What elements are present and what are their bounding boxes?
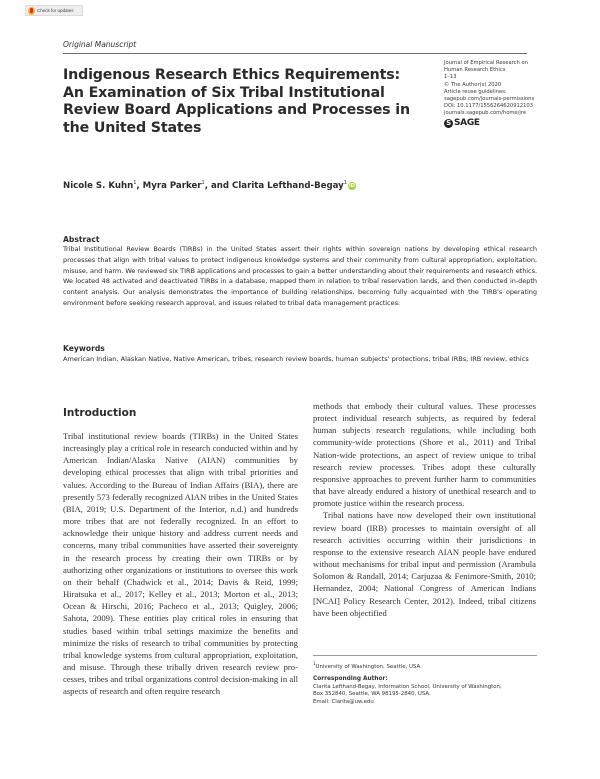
author-name: Clarita Lefthand-Begay xyxy=(232,181,344,191)
journal-metadata xyxy=(444,60,594,128)
affiliation-text: University of Washington, Seattle, USA xyxy=(315,663,421,670)
body-paragraph: Tribal nations have now developed their own institutional review board (IRB) processes to maintain oversight of all research activities occurring within their jurisdictions in response to the extensive research AIAN people have endured without mechanisms for tribal input and permission (Arambula Solomon & Randall, 2014; Carjuzaa & Fenimore-Smith, 2010; Hernandez, 2004; National Congress of American Indians [NCAI] Policy Research Center, 2012). Indeed, tribal citizens have been objectified xyxy=(313,510,536,618)
affiliation-mark: 1 xyxy=(313,661,316,666)
page-range: 1–13 xyxy=(444,74,457,81)
article-title: Indigenous Research Ethics Requirements: An Examination of Six Tribal Institutional Review Board Applications and Processes in the United States xyxy=(63,67,410,136)
footnote-divider xyxy=(313,655,537,656)
affiliation-mark: 1 xyxy=(201,180,205,186)
footnotes xyxy=(313,660,553,706)
corresponding-author-heading: Corresponding Author: xyxy=(313,676,388,683)
journal-name-line2: Human Research Ethics xyxy=(444,67,506,74)
header-divider xyxy=(63,53,527,54)
body-paragraph: Tribal institutional review boards (TIRBs) in the United States increasingly play a critical role in research conducted within and by American Indian/Alaska Native (AIAN) communities by developing ethical processes that align with tribal priorities and values. According to the Bureau of Indian Affairs (BIA), there are presently 573 federally recognized AIAN tribes in the United States (BIA, 2019; U.S. Department of the Interior, n.d.) and hundreds more tribes that are not federally recognized. In an effort to acknowledge their unique history and address current needs and concerns, many tribal communities have asserted their sovereignty in the research process by creating their own TIRBs or by authorizing other organizations or institutions to oversee this work on their behalf (Chadwick et al., 2014; Davis & Reid, 1999; Hiratsuka et al., 2017; Kelley et al., 2013; Morton et al., 2013; Ocean & Hirschi, 2016; Pacheco et al., 2013; Quigley, 2006; Sahota, 2009). These entities play critical roles in ensuring that studies based within tribal settings maximize the benefits and minimize the risks of research to tribal communities by protecting tribal knowledge systems from cultural appropriation, exploitation, and misuse. Through these tribally driven research review processes, tribes and tribal organizations control decision-making in all aspects of research and often require research xyxy=(63,431,298,697)
author-list xyxy=(63,181,356,191)
corresponding-author-line1: Clarita Lefthand-Begay, Information School, University of Washington, xyxy=(313,683,502,690)
sage-logo xyxy=(444,119,594,128)
body-column-right xyxy=(313,400,536,619)
affiliation-mark: 1 xyxy=(133,180,137,186)
reuse-link[interactable]: sagepub.com/journals-permissions xyxy=(444,96,535,103)
check-for-updates-label: Check for updates xyxy=(37,8,74,13)
reuse-label: Article reuse guidelines: xyxy=(444,88,507,95)
introduction-heading: Introduction xyxy=(63,407,137,419)
check-for-updates-button[interactable] xyxy=(25,5,83,16)
affiliation-mark: 1 xyxy=(343,180,347,186)
author-name: Myra Parker xyxy=(142,181,202,191)
orcid-icon[interactable]: iD xyxy=(349,183,355,189)
abstract-heading: Abstract xyxy=(63,235,100,244)
body-paragraph: methods that embody their cultural values. These processes protect individual research subjects, as required by federal human subjects research regulations, while including both community-wide protections (Shore et al., 2011) and Tribal Nation-wide protections, an aspect of review unique to tribal research review processes. Tribes adopt these culturally responsive approaches to prevent further harm to communities that have already endured a history of unethical research and to promote justice within the research process. xyxy=(313,401,536,509)
crossmark-icon xyxy=(28,7,35,15)
body-column-left xyxy=(63,430,298,697)
abstract-text: Tribal Institutional Review Boards (TIRBs) in the United States assert their rights within sovereign nations by developing ethical research processes that align with tribal values to protect indigenous knowledge systems and their community from cultural appropriation, exploitation, misuse, and harm. We reviewed six TIRB applications and processes to gain a better understanding about their requirements and research ethics. We located 48 activated and deactivated TIRBs in a database, mapped them in relation to tribal reservation lands, and then conducted in-depth content analysis. Our analysis demonstrates the importance of building relationships, becoming fully acquainted with the TIRB's operating environment before seeking research approval, and issues related to tribal data management practices. xyxy=(63,245,537,307)
corresponding-email[interactable]: Email: Clarita@uw.edu xyxy=(313,698,374,705)
keywords-heading: Keywords xyxy=(63,344,105,353)
journal-name-line1: Journal of Empirical Research on xyxy=(444,60,528,66)
publisher-name: SAGE xyxy=(454,117,480,128)
doi[interactable]: DOI: 10.1177/1556264620912103 xyxy=(444,103,534,110)
copyright: © The Author(s) 2020 xyxy=(444,81,502,88)
keywords-text: American Indian, Alaskan Native, Native American, tribes, research review boards, human subjects' protections, tribal IRBs, IRB review, ethics xyxy=(63,355,529,363)
author-name: Nicole S. Kuhn xyxy=(63,181,134,191)
author-separator: , and xyxy=(204,181,233,191)
keywords-section xyxy=(63,343,537,365)
manuscript-type: Original Manuscript xyxy=(63,40,137,49)
journal-link[interactable]: journals.sagepub.com/home/jre xyxy=(444,110,527,117)
affiliation-footnote xyxy=(313,660,553,671)
sage-mark-icon: S xyxy=(444,119,453,128)
author-separator: , xyxy=(136,181,143,191)
corresponding-author-line2: Box 352840, Seattle, WA 98195-2840, USA. xyxy=(313,691,431,698)
abstract-section xyxy=(63,235,537,309)
